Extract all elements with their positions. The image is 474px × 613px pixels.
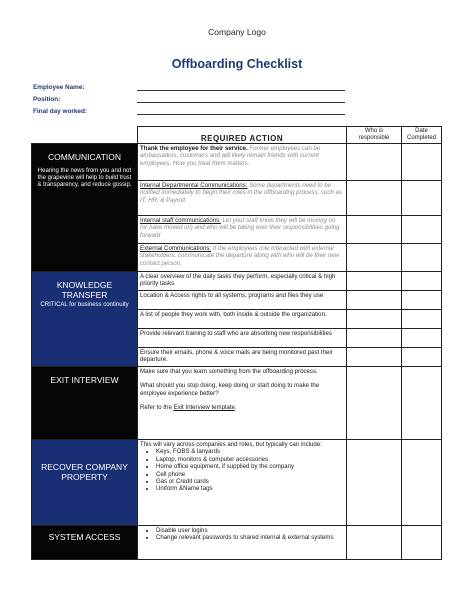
action-lead: External Communications:: [140, 245, 212, 252]
table-row: [32, 272, 442, 291]
list-item: • Uniform &Name tags: [156, 485, 344, 492]
category-knowledge-transfer: [32, 272, 138, 367]
ref-suffix: .: [234, 403, 237, 411]
action-cell: Location & Access rights to all systems, programs and files they use: [138, 291, 347, 310]
action-paragraph: Make sure that you learn something from the offboarding process.: [140, 368, 318, 375]
action-paragraph: This will vary across companies and roles, but typically can include:: [140, 441, 322, 448]
date-cell[interactable]: [402, 310, 442, 329]
exit-interview-template-link[interactable]: Exit Interview template: [173, 403, 235, 411]
ref-prefix: Refer to the: [140, 403, 174, 411]
date-cell[interactable]: [402, 272, 442, 291]
property-list: [140, 448, 344, 492]
category-recover-property: [32, 440, 138, 526]
action-detail: Some departments need to be notified immediately to begin their roles in the offboarding process, such as IT, HR, & Payroll.: [140, 182, 342, 204]
action-paragraph: What should you stop doing, keep doing or start doing to make the employee experience better?: [140, 382, 320, 397]
responsible-cell[interactable]: [347, 291, 402, 310]
list-item: • Cell phone: [156, 471, 344, 478]
responsible-cell[interactable]: [347, 367, 402, 440]
date-cell[interactable]: [402, 181, 442, 216]
category-title: RECOVER COMPANY PROPERTY: [41, 462, 128, 482]
date-cell[interactable]: [402, 440, 442, 526]
category-title: COMMUNICATION: [47, 152, 122, 162]
company-logo-text: Company Logo: [208, 27, 266, 37]
category-description: Hearing the news from you and not the grapevine will help to build trust & transparency, and reduce gossip.: [37, 168, 132, 188]
category-title: EXIT INTERVIEW: [50, 375, 119, 385]
employee-name-label: Employee Name:: [33, 84, 85, 91]
position-label: Position:: [33, 96, 61, 103]
date-cell[interactable]: [402, 526, 442, 560]
date-cell[interactable]: [402, 348, 442, 367]
table-row: [32, 367, 442, 440]
header-who-responsible: Who is responsible: [347, 127, 402, 144]
responsible-cell[interactable]: [347, 272, 402, 291]
final-day-label: Final day worked:: [33, 108, 87, 115]
date-cell[interactable]: [402, 144, 442, 181]
responsible-cell[interactable]: [347, 329, 402, 348]
action-cell: [138, 244, 347, 272]
header-required-action: REQUIRED ACTION: [138, 127, 347, 144]
list-item: • Laptop, monitors & computer accessories: [156, 456, 344, 463]
table-row: [32, 440, 442, 526]
category-communication: [32, 144, 138, 272]
category-title: SYSTEM ACCESS: [48, 532, 121, 542]
action-cell: A list of people they work with, both inside & outside the organization.: [138, 310, 347, 329]
responsible-cell[interactable]: [347, 348, 402, 367]
action-detail: If the employees role interacted with external stakeholders, communicate the departure along with who will be their new contact person.: [140, 245, 340, 267]
date-cell[interactable]: [402, 244, 442, 272]
responsible-cell[interactable]: [347, 310, 402, 329]
category-description: CRITICAL for business continuity: [40, 302, 129, 308]
responsible-cell[interactable]: [347, 216, 402, 244]
action-detail: Former employees can be ambassadors, customers and will likely remain friends with current employees. How you treat them matters.: [140, 145, 321, 167]
responsible-cell[interactable]: [347, 181, 402, 216]
table-row: [32, 526, 442, 560]
table-row: [32, 144, 442, 181]
page-title: Offboarding Checklist: [171, 57, 303, 71]
list-item: • Keys, FOBS & lanyards: [156, 448, 344, 455]
responsible-cell[interactable]: [347, 440, 402, 526]
position-field[interactable]: [137, 102, 345, 103]
checklist-table: [31, 126, 442, 560]
category-system-access: [32, 526, 138, 560]
final-day-field[interactable]: [137, 114, 345, 115]
system-access-list: [140, 527, 344, 542]
list-item: • Change relevant passwords to shared internal & external systems: [156, 534, 344, 541]
header-blank-cell: [32, 127, 138, 144]
date-cell[interactable]: [402, 291, 442, 310]
action-cell: Provide relevant training to staff who are absorbing new responsibilities: [138, 329, 347, 348]
list-item: • Gas or Credit cards: [156, 478, 344, 485]
action-cell: [138, 181, 347, 216]
action-lead: Internal staff communications:: [140, 217, 221, 224]
action-lead: Internal Departmental Communications:: [140, 182, 248, 189]
header-date-completed: Date Completed: [402, 127, 442, 144]
responsible-cell[interactable]: [347, 526, 402, 560]
table-header-row: [32, 127, 442, 144]
category-title: KNOWLEDGE TRANSFER: [56, 280, 113, 300]
action-cell: [138, 144, 347, 181]
date-cell[interactable]: [402, 216, 442, 244]
action-detail: Let your staff know they will be moving on (or have moved on) and who will be taking over their responsibilities going forward: [140, 217, 340, 239]
action-cell: [138, 216, 347, 244]
action-cell: [138, 440, 347, 526]
responsible-cell[interactable]: [347, 244, 402, 272]
action-cell: [138, 526, 347, 560]
date-cell[interactable]: [402, 329, 442, 348]
list-item: • Home office equipment, if supplied by the company: [156, 463, 344, 470]
action-paragraph: [140, 404, 344, 411]
date-cell[interactable]: [402, 367, 442, 440]
action-cell: [138, 367, 347, 440]
action-cell: A clear overview of the daily tasks they perform, especially critical & high priority tasks: [138, 272, 347, 291]
responsible-cell[interactable]: [347, 144, 402, 181]
list-item: • Disable user logins: [156, 527, 344, 534]
action-lead: Thank the employee for their service.: [140, 145, 248, 152]
employee-name-field[interactable]: [137, 90, 345, 91]
category-exit-interview: [32, 367, 138, 440]
action-cell: Ensure their emails, phone & voice mails are being monitored past their departure.: [138, 348, 347, 367]
